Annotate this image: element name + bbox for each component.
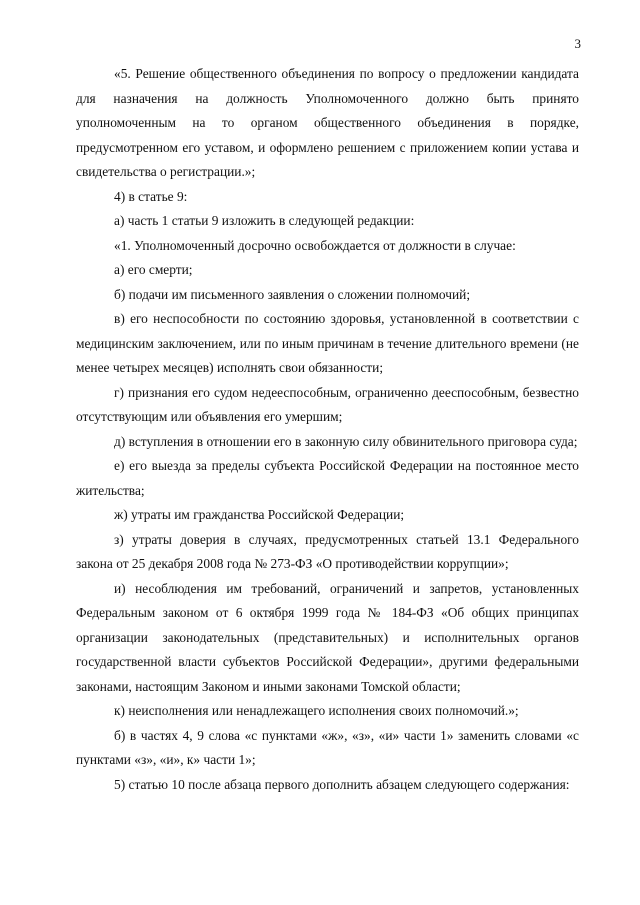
paragraph-15: б) в частях 4, 9 слова «с пунктами «ж», «з», «и» части 1» заменить словами «с пунктами «з», «и», к» части 1»; [76,727,579,767]
paragraph-11: ж) утраты им гражданства Российской Федерации; [114,507,405,522]
paragraph-5: а) его смерти; [114,262,193,277]
paragraph-7: в) его неспособности по состоянию здоровья, установленной в соответствии с медицинским заключением, или по иным причинам в течение длительного времени (не менее четырех месяцев) исполнять свои обязанности; [76,311,579,375]
paragraph-3: а) часть 1 статьи 9 изложить в следующей редакции: [114,213,415,228]
paragraph-10: е) его выезда за пределы субъекта Российской Федерации на постоянное место жительства; [76,458,579,498]
paragraph-4: «1. Уполномоченный досрочно освобождается от должности в случае: [114,237,516,253]
paragraph-6: б) подачи им письменного заявления о сложении полномочий; [114,286,471,302]
document-body [76,62,579,797]
paragraph-8: г) признания его судом недееспособным, ограниченно дееспособным, безвестно отсутствующим или объявления его умершим; [76,384,579,424]
paragraph-1: «5. Решение общественного объединения по вопросу о предложении кандидата для назначения на должность Уполномоченного должно быть принято уполномоченным на то органом общественного объединения в порядке, предусмотренном его уставом, и оформлено решением с приложением копии устава и свидетельства о регистрации.»; [76,66,579,179]
paragraph-14: к) неисполнения или ненадлежащего исполнения своих полномочий.»; [114,703,519,718]
paragraph-2: 4) в статье 9: [114,188,188,204]
paragraph-9: д) вступления в отношении его в законную силу обвинительного приговора суда; [114,433,578,449]
paragraph-16: 5) статью 10 после абзаца первого дополнить абзацем следующего содержания: [114,776,570,792]
paragraph-13: и) несоблюдения им требований, ограничений и запретов, установленных Федеральным законом от 6 октября 1999 года № 184-ФЗ «Об общих принципах организации законодательных (представительных) и исполнительных органов государственной власти субъектов Российской Федерации», другими федеральными законами, настоящим Законом и иными законами Томской области; [76,580,579,694]
page-number: 3 [574,36,581,51]
paragraph-12: з) утраты доверия в случаях, предусмотренных статьей 13.1 Федерального закона от 25 декабря 2008 года № 273-ФЗ «О противодействии коррупции»; [76,531,579,571]
